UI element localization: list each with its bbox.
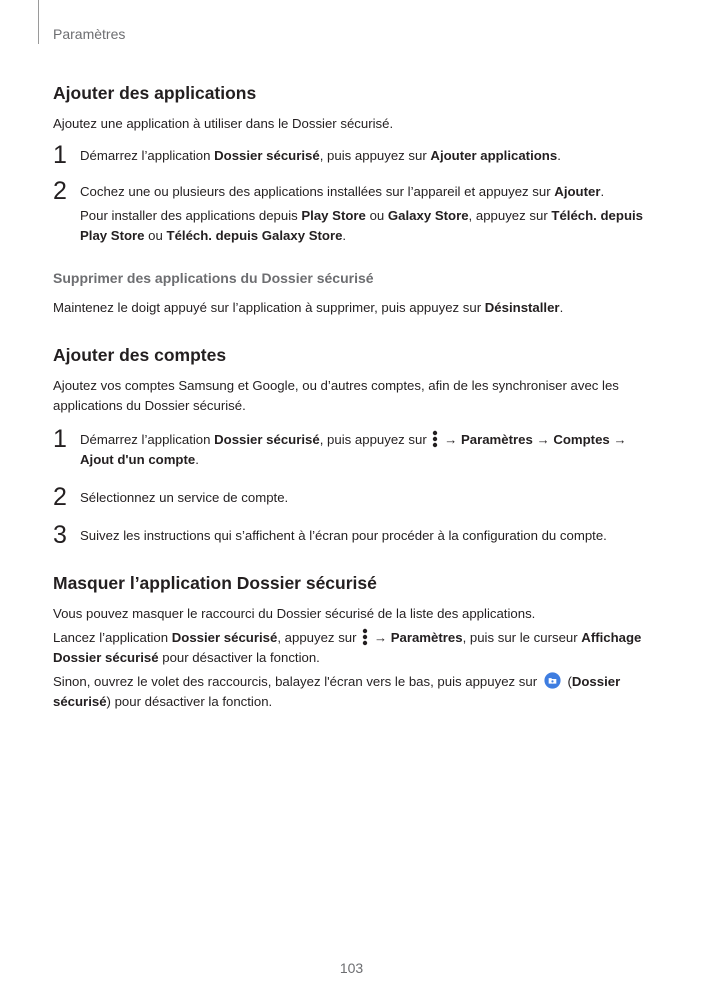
hide-p2: Lancez l’application Dossier sécurisé, appuyez sur → Paramètres, puis sur le curseur Affichage Dossier sécurisé pour désactiver la fonction. [53, 630, 642, 665]
step-note: Pour installer des applications depuis Play Store ou Galaxy Store, appuyez sur Téléch. depuis Play Store ou Téléch. depuis Galaxy Store. [80, 208, 643, 243]
page-number: 103 [339, 960, 364, 976]
more-options-icon [432, 430, 438, 448]
step-number: 3 [53, 521, 67, 549]
running-header: Paramètres [53, 26, 126, 42]
add-apps-step-1 [53, 141, 653, 169]
step-number: 2 [53, 177, 67, 205]
add-accounts-intro: Ajoutez vos comptes Samsung et Google, ou d’autres comptes, afin de les synchroniser avec les applications du Dossier sécurisé. [53, 378, 619, 413]
more-options-icon [362, 628, 368, 646]
step-text: Suivez les instructions qui s’affichent à l’écran pour procéder à la configuration du compte. [80, 528, 607, 543]
step-number: 2 [53, 483, 67, 511]
add-accounts-step-1 [53, 425, 653, 470]
add-apps-intro: Ajoutez une application à utiliser dans le Dossier sécurisé. [53, 116, 394, 131]
add-apps-step-2 [53, 177, 653, 246]
section-title-add-accounts: Ajouter des comptes [53, 345, 227, 365]
step-text: Sélectionnez un service de compte. [80, 490, 289, 505]
step-number: 1 [53, 425, 67, 453]
section-title-add-apps: Ajouter des applications [53, 83, 257, 103]
hide-p1: Vous pouvez masquer le raccourci du Dossier sécurisé de la liste des applications. [53, 606, 536, 621]
step-number: 1 [53, 141, 67, 169]
subsection-title-remove-apps: Supprimer des applications du Dossier sécurisé [53, 270, 374, 286]
page-content [53, 82, 653, 716]
step-text: Cochez une ou plusieurs des applications installées sur l’appareil et appuyez sur Ajouter. [80, 184, 605, 199]
hide-p3: Sinon, ouvrez le volet des raccourcis, balayez l'écran vers le bas, puis appuyez sur (Dossier sécurisé) pour désactiver la fonction. [53, 674, 621, 709]
add-accounts-step-2 [53, 483, 653, 511]
page-edge-rule [38, 0, 39, 44]
secure-folder-icon [544, 672, 561, 689]
section-title-hide-app: Masquer l’application Dossier sécurisé [53, 573, 377, 593]
step-text: Démarrez l’application Dossier sécurisé, puis appuyez sur → Paramètres → Comptes → Ajout d'un compte. [80, 432, 627, 467]
add-accounts-step-3 [53, 521, 653, 549]
step-text: Démarrez l’application Dossier sécurisé, puis appuyez sur Ajouter applications. [80, 148, 561, 163]
remove-apps-text: Maintenez le doigt appuyé sur l’application à supprimer, puis appuyez sur Désinstaller. [53, 300, 564, 315]
